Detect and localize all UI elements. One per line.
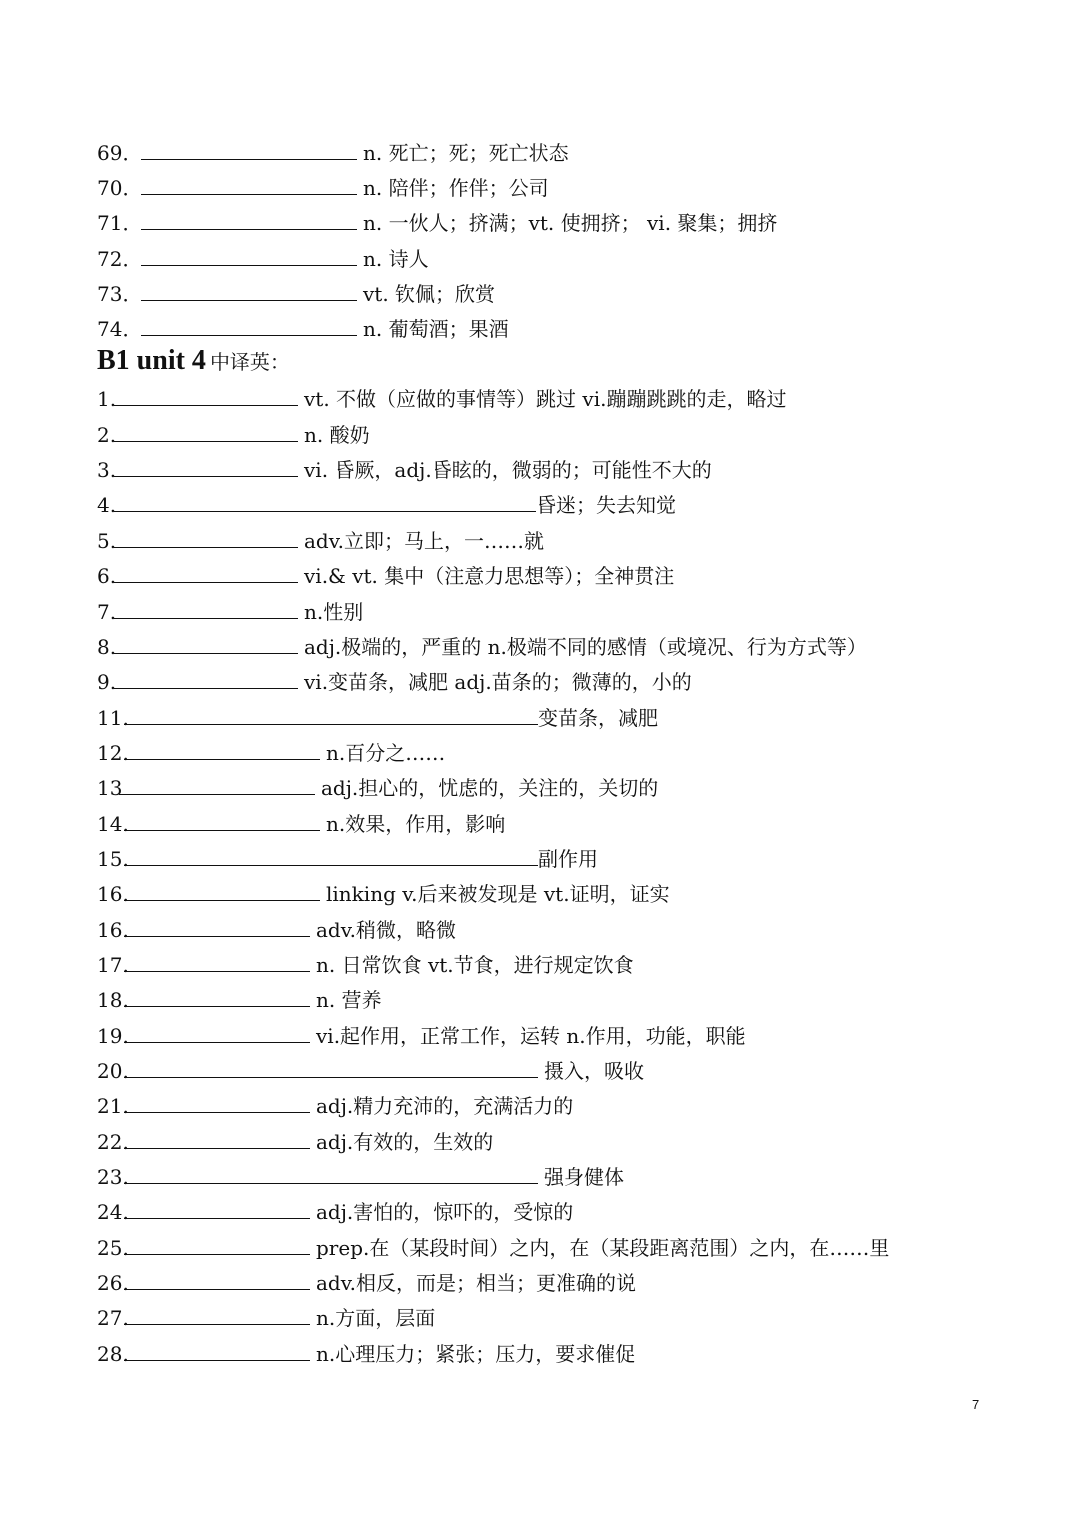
item-definition: adj.精力充沛的，充满活力的 (316, 1094, 574, 1118)
item-number: 3. (97, 458, 117, 482)
item-definition: n. 营养 (316, 988, 382, 1012)
answer-blank[interactable] (114, 454, 298, 477)
answer-blank[interactable] (124, 1126, 310, 1149)
vocab-item (97, 1019, 746, 1053)
vocab-item (97, 736, 445, 770)
item-number: 22. (97, 1130, 129, 1154)
item-definition: 变苗条，减肥 (538, 706, 658, 730)
item-number: 19. (97, 1024, 129, 1048)
answer-blank[interactable] (119, 772, 315, 795)
item-number: 16. (97, 882, 129, 906)
item-definition: n. 日常饮食 vt.节食，进行规定饮食 (316, 953, 634, 977)
answer-blank[interactable] (114, 489, 536, 512)
item-definition: adj.担心的，忧虑的，关注的，关切的 (321, 776, 659, 800)
item-definition: adv.稍微，略微 (316, 918, 457, 942)
vocab-item (97, 807, 505, 841)
answer-blank[interactable] (124, 1302, 310, 1325)
vocab-item (97, 1054, 644, 1088)
item-definition: 摄入，吸收 (544, 1059, 644, 1083)
vocab-item (97, 877, 670, 911)
answer-blank[interactable] (141, 243, 357, 266)
item-definition: adv.相反，而是；相当；更准确的说 (316, 1271, 637, 1295)
section-subtitle: 中译英： (209, 350, 290, 374)
item-number: 17. (97, 953, 129, 977)
item-definition: n. 陪伴；作伴；公司 (363, 176, 549, 200)
vocab-item (97, 1231, 889, 1265)
answer-blank[interactable] (124, 1196, 310, 1219)
answer-blank[interactable] (124, 1090, 310, 1113)
vocab-item (97, 382, 786, 416)
item-number: 5. (97, 529, 117, 553)
item-definition: n. 一伙人；挤满；vt. 使拥挤； vi. 聚集；拥挤 (363, 211, 778, 235)
item-definition: vi.起作用，正常工作，运转 n.作用，功能，职能 (316, 1024, 746, 1048)
answer-blank[interactable] (141, 172, 357, 195)
answer-blank[interactable] (124, 1232, 310, 1255)
answer-blank[interactable] (124, 1020, 310, 1043)
item-definition: n.百分之…… (326, 741, 446, 765)
item-definition: 副作用 (538, 847, 598, 871)
item-definition: n. 葡萄酒；果酒 (363, 317, 509, 341)
section-heading (97, 345, 290, 377)
answer-blank[interactable] (124, 1338, 310, 1361)
item-number: 23. (97, 1165, 129, 1189)
item-number: 70． (97, 176, 143, 200)
item-definition: 昏迷；失去知觉 (536, 493, 676, 517)
answer-blank[interactable] (141, 207, 357, 230)
item-number: 16. (97, 918, 129, 942)
vocab-item (97, 1195, 573, 1229)
vocab-item (97, 983, 382, 1017)
item-number: 20. (97, 1059, 129, 1083)
item-definition: n. 酸奶 (304, 423, 370, 447)
vocab-item (97, 771, 658, 805)
answer-blank[interactable] (124, 949, 310, 972)
vocab-item (97, 136, 569, 170)
item-number: 11. (97, 706, 129, 730)
item-number: 12. (97, 741, 129, 765)
answer-blank[interactable] (114, 666, 298, 689)
answer-blank[interactable] (124, 1055, 538, 1078)
item-definition: n.方面，层面 (316, 1306, 436, 1330)
answer-blank[interactable] (124, 737, 320, 760)
answer-blank[interactable] (124, 702, 538, 725)
item-definition: prep.在（某段时间）之内，在（某段距离范围）之内，在……里 (316, 1236, 890, 1260)
answer-blank[interactable] (114, 419, 298, 442)
item-number: 15. (97, 847, 129, 871)
answer-blank[interactable] (114, 631, 298, 654)
item-number: 6. (97, 564, 117, 588)
item-number: 21. (97, 1094, 129, 1118)
answer-blank[interactable] (124, 984, 310, 1007)
vocab-item (97, 206, 777, 240)
vocab-item (97, 595, 363, 629)
item-number: 18. (97, 988, 129, 1012)
vocab-item (97, 559, 674, 593)
vocab-item (97, 171, 549, 205)
vocab-item (97, 948, 634, 982)
item-number: 27. (97, 1306, 129, 1330)
item-number: 4. (97, 493, 117, 517)
item-number: 24. (97, 1200, 129, 1224)
item-definition: n.性别 (304, 600, 364, 624)
item-definition: vt. 钦佩；欣赏 (363, 282, 496, 306)
item-number: 8. (97, 635, 117, 659)
item-definition: vi. 昏厥，adj.昏眩的，微弱的；可能性不大的 (304, 458, 712, 482)
answer-blank[interactable] (114, 560, 298, 583)
vocab-item (97, 701, 658, 735)
answer-blank[interactable] (141, 278, 357, 301)
item-definition: linking v.后来被发现是 vt.证明，证实 (326, 882, 670, 906)
vocab-item (97, 453, 712, 487)
answer-blank[interactable] (124, 1267, 310, 1290)
answer-blank[interactable] (114, 525, 298, 548)
item-definition: 强身健体 (544, 1165, 624, 1189)
answer-blank[interactable] (124, 808, 320, 831)
vocab-item (97, 1337, 635, 1371)
vocab-item (97, 842, 598, 876)
vocab-item (97, 1160, 624, 1194)
vocab-item (97, 1301, 435, 1335)
vocab-item (97, 630, 867, 664)
item-definition: adv.立即；马上，一……就 (304, 529, 545, 553)
item-number: 72． (97, 247, 143, 271)
vocab-item (97, 312, 509, 346)
item-definition: vt. 不做（应做的事情等）跳过 vi.蹦蹦跳跳的走，略过 (304, 387, 787, 411)
vocab-item (97, 242, 429, 276)
answer-blank[interactable] (124, 914, 310, 937)
answer-blank[interactable] (141, 137, 357, 160)
vocab-item (97, 913, 456, 947)
item-definition: adj.极端的，严重的 n.极端不同的感情（或境况、行为方式等） (304, 635, 867, 659)
item-number: 13 (97, 776, 123, 800)
item-number: 7. (97, 600, 117, 624)
item-definition: adj.害怕的，惊吓的，受惊的 (316, 1200, 574, 1224)
item-number: 9. (97, 670, 117, 694)
vocab-item (97, 418, 370, 452)
answer-blank[interactable] (124, 843, 538, 866)
vocab-item (97, 1125, 493, 1159)
answer-blank[interactable] (114, 383, 298, 406)
page-number: 7 (972, 1397, 980, 1412)
vocab-item (97, 665, 692, 699)
item-definition: n.心理压力；紧张；压力，要求催促 (316, 1342, 636, 1366)
item-definition: vi.& vt. 集中（注意力思想等）；全神贯注 (304, 564, 675, 588)
item-definition: vi.变苗条，减肥 adj.苗条的；微薄的，小的 (304, 670, 692, 694)
item-definition: adj.有效的，生效的 (316, 1130, 494, 1154)
item-number: 26. (97, 1271, 129, 1295)
answer-blank[interactable] (124, 878, 320, 901)
answer-blank[interactable] (141, 313, 357, 336)
vocab-item (97, 277, 495, 311)
item-number: 2. (97, 423, 117, 447)
item-number: 69． (97, 141, 143, 165)
item-definition: n. 诗人 (363, 247, 429, 271)
answer-blank[interactable] (114, 596, 298, 619)
item-number: 14. (97, 812, 129, 836)
item-number: 73． (97, 282, 143, 306)
item-definition: n.效果，作用，影响 (326, 812, 506, 836)
item-number: 28. (97, 1342, 129, 1366)
item-number: 71． (97, 211, 143, 235)
vocab-item (97, 1266, 636, 1300)
item-number: 74． (97, 317, 143, 341)
item-number: 1. (97, 387, 117, 411)
vocab-item (97, 524, 544, 558)
vocab-item (97, 1089, 573, 1123)
item-number: 25. (97, 1236, 129, 1260)
section-title: B1 unit 4 (97, 345, 206, 376)
answer-blank[interactable] (124, 1161, 538, 1184)
item-definition: n. 死亡；死；死亡状态 (363, 141, 569, 165)
vocab-item (97, 488, 676, 522)
